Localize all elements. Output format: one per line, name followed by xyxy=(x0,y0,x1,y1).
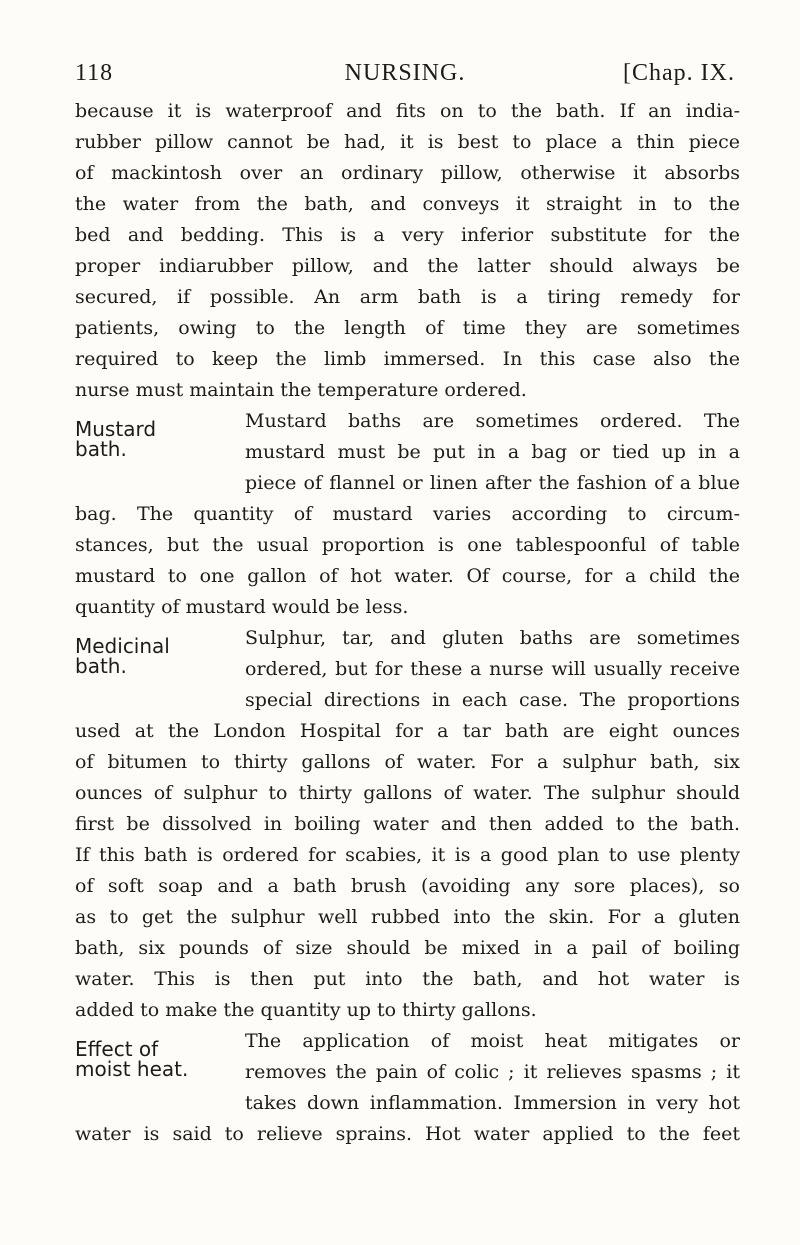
text-line: required to keep the limb immersed. In this case also the xyxy=(75,348,740,370)
text-line: stances, but the usual proportion is one tablespoonful of table xyxy=(75,534,740,556)
text-line: bath, six pounds of size should be mixed in a pail of boiling xyxy=(75,937,740,959)
text-line: patients, owing to the length of time they are sometimes xyxy=(75,317,740,339)
text-line: ordered, but for these a nurse will usually receive xyxy=(245,658,740,680)
text-line: takes down inflammation. Immersion in very hot xyxy=(245,1092,740,1114)
text-line: of bitumen to thirty gallons of water. For a sulphur bath, six xyxy=(75,751,740,773)
text-line: piece of flannel or linen after the fashion of a blue xyxy=(245,472,740,494)
text-line: added to make the quantity up to thirty gallons. xyxy=(75,999,537,1021)
text-line: as to get the sulphur well rubbed into the skin. For a gluten xyxy=(75,906,740,928)
text-line: Mustard baths are sometimes ordered. The xyxy=(245,410,740,432)
text-line: of mackintosh over an ordinary pillow, otherwise it absorbs xyxy=(75,162,740,184)
text-line: secured, if possible. An arm bath is a tiring remedy for xyxy=(75,286,740,308)
side-note-line: moist heat. xyxy=(75,1057,189,1081)
text-line: Sulphur, tar, and gluten baths are sometimes xyxy=(245,627,740,649)
text-line: mustard must be put in a bag or tied up in a xyxy=(245,441,740,463)
chapter-label: [Chap. IX. xyxy=(623,60,735,86)
text-line: water is said to relieve sprains. Hot water applied to the feet xyxy=(75,1123,740,1145)
text-line: quantity of mustard would be less. xyxy=(75,596,409,618)
text-line: nurse must maintain the temperature ordered. xyxy=(75,379,527,401)
side-note-medicinal-bath xyxy=(75,636,235,676)
text-line: first be dissolved in boiling water and then added to the bath. xyxy=(75,813,740,835)
side-note-mustard-bath xyxy=(75,419,235,459)
side-note-line: Mustard xyxy=(75,417,157,441)
running-title: NURSING. xyxy=(344,60,466,86)
text-line: bag. The quantity of mustard varies according to circum- xyxy=(75,503,740,525)
side-note-line: Medicinal xyxy=(75,634,170,658)
text-line: special directions in each case. The proportions xyxy=(245,689,740,711)
text-line: The application of moist heat mitigates or xyxy=(245,1030,740,1052)
text-line: the water from the bath, and conveys it straight in to the xyxy=(75,193,740,215)
text-line: because it is waterproof and fits on to the bath. If an india- xyxy=(75,100,740,122)
side-note-effect-of-moist-heat xyxy=(75,1039,235,1079)
running-header xyxy=(75,60,735,90)
text-line: water. This is then put into the bath, and hot water is xyxy=(75,968,740,990)
text-line: of soft soap and a bath brush (avoiding any sore places), so xyxy=(75,875,740,897)
text-line: mustard to one gallon of hot water. Of course, for a child the xyxy=(75,565,740,587)
text-line: proper indiarubber pillow, and the latter should always be xyxy=(75,255,740,277)
page-number: 118 xyxy=(75,60,114,86)
text-line: If this bath is ordered for scabies, it is a good plan to use plenty xyxy=(75,844,740,866)
side-note-line: bath. xyxy=(75,654,127,678)
text-line: rubber pillow cannot be had, it is best to place a thin piece xyxy=(75,131,740,153)
text-line: ounces of sulphur to thirty gallons of water. The sulphur should xyxy=(75,782,740,804)
text-line: bed and bedding. This is a very inferior substitute for the xyxy=(75,224,740,246)
side-note-line: Effect of xyxy=(75,1037,159,1061)
side-note-line: bath. xyxy=(75,437,127,461)
text-line: removes the pain of colic ; it relieves spasms ; it xyxy=(245,1061,740,1083)
text-line: used at the London Hospital for a tar bath are eight ounces xyxy=(75,720,740,742)
